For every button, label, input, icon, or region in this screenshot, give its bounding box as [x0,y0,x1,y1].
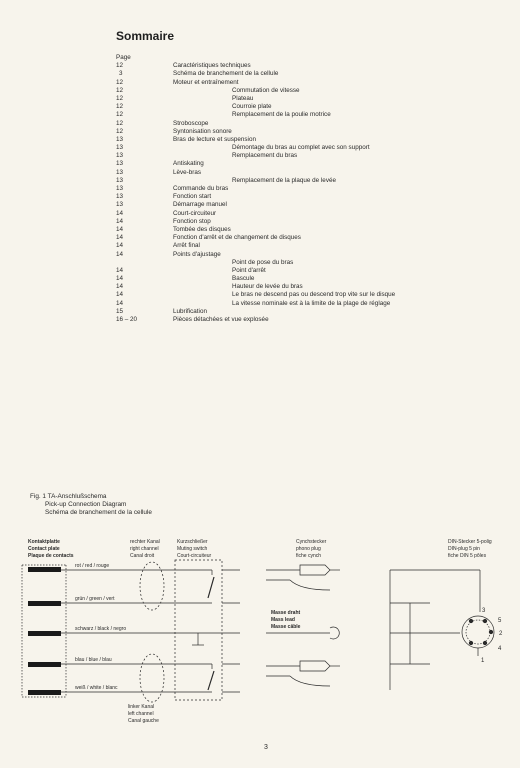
toc-entry-text: Fonction start [173,193,212,201]
toc-entry-page: 13 [116,160,124,168]
toc-entry-text: Démontage du bras au complet avec son support [232,144,370,152]
wire-label-blue: blau / blue / blau [75,657,112,663]
phono-plug-left [266,661,340,686]
toc-entry-text: Lève-bras [173,168,202,176]
toc-entry-text: Pièces détachées et vue explosée [173,316,269,323]
din-plug-label-2: DIN-plug 5 pin [448,546,480,552]
toc-entry-page: 13 [116,168,124,176]
page-title: Sommaire [116,29,175,43]
toc-entry-text: Bras de lecture et suspension [173,135,256,143]
toc-entry-text: Arrêt final [173,242,200,250]
ground-lead-label-2: Mass lead [271,617,295,623]
toc-entry-text: Démarrage manuel [173,201,227,209]
din-pin-4: 4 [498,646,502,652]
toc-entry-text: Remplacement du bras [232,152,298,160]
wire-label-green: grün / green / vert [75,596,115,602]
toc-entry-text: Caractéristiques techniques [173,62,251,70]
muting-switch-label-1: Kurzschließer [177,539,208,545]
toc-entry-text: Tombée des disques [173,225,231,233]
toc-entry-text: Syntonisation sonore [173,127,232,135]
toc-entry-page: 14 [116,225,124,233]
muting-switch-label-2: Muting switch [177,546,208,552]
right-channel-label-1: rechter Kanal [130,539,160,545]
toc-entry-text: Schéma de branchement de la cellule [173,70,279,78]
toc-entry-text: Fonction d'arrêt et de changement de disques [173,234,301,242]
din-pin-1: 1 [481,658,485,664]
toc-entry-page: 15 [116,307,124,315]
wire-label-black: schwarz / black / negro [75,626,127,632]
toc-entry-text: Plateau [232,94,254,102]
page-number: 3 [264,744,268,751]
contact-plate-terminals [22,565,66,697]
toc-entry-text: Remplacement de la plaque de levée [232,176,336,184]
toc-entry-page: 14 [116,275,124,283]
toc-entry-page: 13 [116,176,124,184]
toc-entry-page: 12 [116,127,124,135]
figure-caption-line-1: Fig. 1 TA-Anschlußschema [30,493,107,500]
toc-entry-page: 12 [116,119,124,127]
toc-entry-page: 13 [116,135,124,143]
toc-entry-text: Point d'arrêt [232,266,266,274]
toc-entry-page: 14 [116,234,124,242]
toc-entry-text: Remplacement de la poulie motrice [232,111,331,119]
contact-plate-label-2: Contact plate [28,546,60,552]
toc-entry-text: Hauteur de levée du bras [232,283,303,291]
toc-entry-text: Antiskating [173,160,204,168]
contact-plate-label-1: Kontaktplatte [28,539,60,545]
toc-entry-page: 13 [116,144,124,152]
toc-entry-page: 12 [116,62,124,70]
toc-entry-text: Commande du bras [173,185,229,192]
toc-entry-page: 14 [116,217,124,225]
phono-plug-label-3: fiche cynch [296,553,322,559]
toc-entry-text: Fonction stop [173,217,211,225]
wire-label-red: rot / red / rouge [75,563,110,569]
toc-page-header: Page [116,54,131,61]
toc-entry-text: Courroie plate [232,103,272,111]
toc-entry-page: 13 [116,152,124,160]
toc-entry-page: 3 [119,70,123,78]
toc-entry-page: 14 [116,266,124,274]
contact-plate-label-3: Plaque de contacts [28,553,74,559]
phono-plug-label-1: Cynchstecker [296,539,327,545]
toc-entry-text: Court-circuiteur [173,209,217,217]
din-plug-label-3: fiche DIN 5 pôles [448,553,487,559]
toc-entry-page: 14 [116,242,124,250]
toc-entry-page: 13 [116,201,124,209]
toc-entry-page: 14 [116,250,124,258]
toc-entry-text: Point de pose du bras [232,258,294,266]
toc-entry-text: La vitesse nominale est à la limite de la plage de réglage [232,299,391,307]
toc-entry-page: 14 [116,291,124,299]
right-channel-label-2: right channel [130,546,159,552]
toc-entry-text: Lubrification [173,307,207,315]
toc-entry-text: Points d'ajustage [173,250,221,258]
ground-lead-label-3: Masse câble [271,624,301,630]
toc-entry-text: Commutation de vitesse [232,86,300,94]
toc-entry-page: 12 [116,94,124,102]
toc-entry-page: 12 [116,103,124,111]
toc-entry-text: Stroboscope [173,119,209,127]
din-pin-3: 3 [482,608,486,614]
toc-entry-text: Bascule [232,275,255,283]
figure-caption-line-2: Pick-up Connection Diagram [45,501,127,509]
muting-switch-label-3: Court-circuiteur [177,553,212,559]
din-plug-label-1: DIN-Stecker 5-polig [448,539,492,545]
toc-entry-page: 16 – 20 [116,316,138,323]
figure-caption-line-3: Schéma de branchement de la cellule [45,509,152,517]
wire-label-white: weiß / white / blanc [75,685,118,691]
ground-lead-label-1: Masse draht [271,610,301,616]
toc-entry-page: 12 [116,111,124,119]
left-channel-label-3: Canal gauche [128,718,159,724]
toc-entry-page: 12 [116,86,124,94]
toc-entry-text: Moteur et entraînement [173,78,239,86]
right-channel-label-3: Canal droit [130,553,155,559]
toc-entry-text: Le bras ne descend pas ou descend trop vite sur le disque [232,291,396,299]
toc-entry-page: 13 [116,193,124,201]
toc-entry-page: 14 [116,209,124,217]
left-channel-label-2: left channel [128,711,154,717]
toc-entry-page: 12 [116,78,124,86]
toc-entry-page: 14 [116,299,124,307]
phono-plug-label-2: phono plug [296,546,321,552]
toc-entry-page: 13 [116,185,124,192]
din-pin-2: 2 [499,631,503,637]
left-channel-label-1: linker Kanal [128,704,155,710]
toc-entry-page: 14 [116,283,124,291]
din-pin-5: 5 [498,618,502,624]
phono-plug-right [266,565,340,590]
